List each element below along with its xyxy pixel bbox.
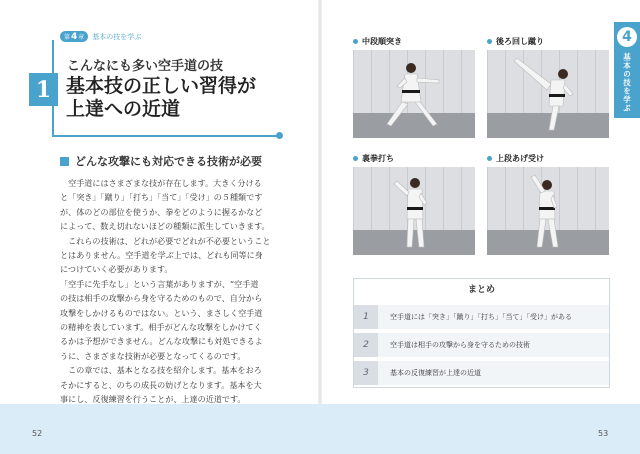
caption-dot-icon [353,39,358,44]
body-line: この章では、基本となる技を紹介します。基本をおろ [68,365,262,376]
page-gutter [318,0,322,404]
chapter-label [60,31,141,42]
karateka-backfist-figure [353,167,475,255]
summary-item [354,333,609,357]
footer-band [0,404,640,454]
photo-backfist-strike [353,167,475,255]
chapter-title: 基本の技を学ぶ [92,32,142,41]
summary-item-number: 1 [354,305,378,329]
photo-caption-2 [487,36,544,47]
photo-upper-block [487,167,609,255]
photo-caption-text: 後ろ回し蹴り [496,37,544,46]
chapter-number: 4 [71,31,78,42]
body-line: とはありません。空手道を学ぶ上では、どれも同等に身 [60,250,263,261]
photo-caption-3 [353,153,394,164]
caption-dot-icon [487,39,492,44]
photo-caption-4 [487,153,544,164]
title-frame-dot [276,132,283,139]
karateka-punch-figure [353,50,475,138]
kicker-text: こんなにも多い空手道の技 [67,59,224,74]
photo-back-kick [487,50,609,138]
section-number-badge: 1 [29,73,58,106]
page-number-left: 52 [32,429,43,438]
summary-item-text: 空手道は相手の攻撃から身を守るための技術 [390,341,530,349]
body-line: うに、さまざまな技術が必要となってくるのです。 [60,350,246,361]
body-line: 空手道にはさまざまな技が存在します。大きく分ける [68,178,262,188]
summary-title: まとめ [467,285,495,295]
chapter-pill [60,31,88,42]
photo-caption-1 [353,36,402,47]
body-line: が、体のどの部位を使うか、拳をどのように握るかなど [60,206,263,217]
karateka-kick-figure [487,50,609,138]
summary-item-number: 2 [354,333,378,357]
photo-middle-punch [353,50,475,138]
section-heading [60,153,262,169]
body-line: の技は相手の攻撃から身を守るためのもので、自分から [60,293,263,304]
chapter-suffix: 章 [78,34,85,41]
summary-item-number: 3 [354,361,378,385]
section-heading-text: どんな攻撃にも対応できる技術が必要 [75,155,262,168]
body-line: 事にし、反復練習を行うことが、上達の近道です。 [60,394,246,405]
title-line-2: 上達への近道 [66,98,181,120]
caption-dot-icon [487,156,492,161]
body-line: これらの技術は、どれが必要でどれが不必要ということ [68,235,271,246]
body-text [60,176,292,407]
title-line-1: 基本技の正しい習得が [66,75,257,97]
photo-caption-text: 裏拳打ち [362,154,394,163]
body-line: につけていく必要があります。 [60,264,173,275]
body-line: そかにすると、のちの成長の妨げとなります。基本を大 [60,379,262,390]
photo-caption-text: 中段順突き [362,37,402,46]
square-bullet-icon [60,157,69,166]
page-title [66,75,256,121]
title-frame-bottom [52,135,280,137]
body-line: によって、数え切れないほどの種類に派生していきます。 [60,221,270,232]
body-line: 「空手に先手なし」という言葉がありますが、“空手道 [60,278,259,289]
summary-item [354,361,609,385]
chapter-tab-number: 4 [617,27,637,47]
body-line: 攻撃をしかけるものではない。という、まさしく空手道 [60,307,263,318]
summary-item [354,305,609,329]
chapter-prefix: 第 [64,34,71,41]
body-line: と「突き」「蹴り」「打ち」「当て」「受け」の５種類です [60,192,263,203]
karateka-block-figure [487,167,609,255]
body-line: の精神を表しています。相手がどんな攻撃をしかけてく [60,322,262,333]
body-line: るかは予想ができません。どんな攻撃にも対処できるよ [60,336,263,347]
chapter-tab-label: 基本の技を学ぶ [622,53,632,113]
caption-dot-icon [353,156,358,161]
summary-item-text: 基本の反復練習が上達の近道 [390,369,481,377]
page-number-right: 53 [598,429,609,438]
summary-item-text: 空手道には「突き」「蹴り」「打ち」「当て」「受け」がある [390,313,572,321]
summary-box [353,278,610,388]
chapter-tab [614,22,640,118]
photo-caption-text: 上段あげ受け [496,154,544,163]
